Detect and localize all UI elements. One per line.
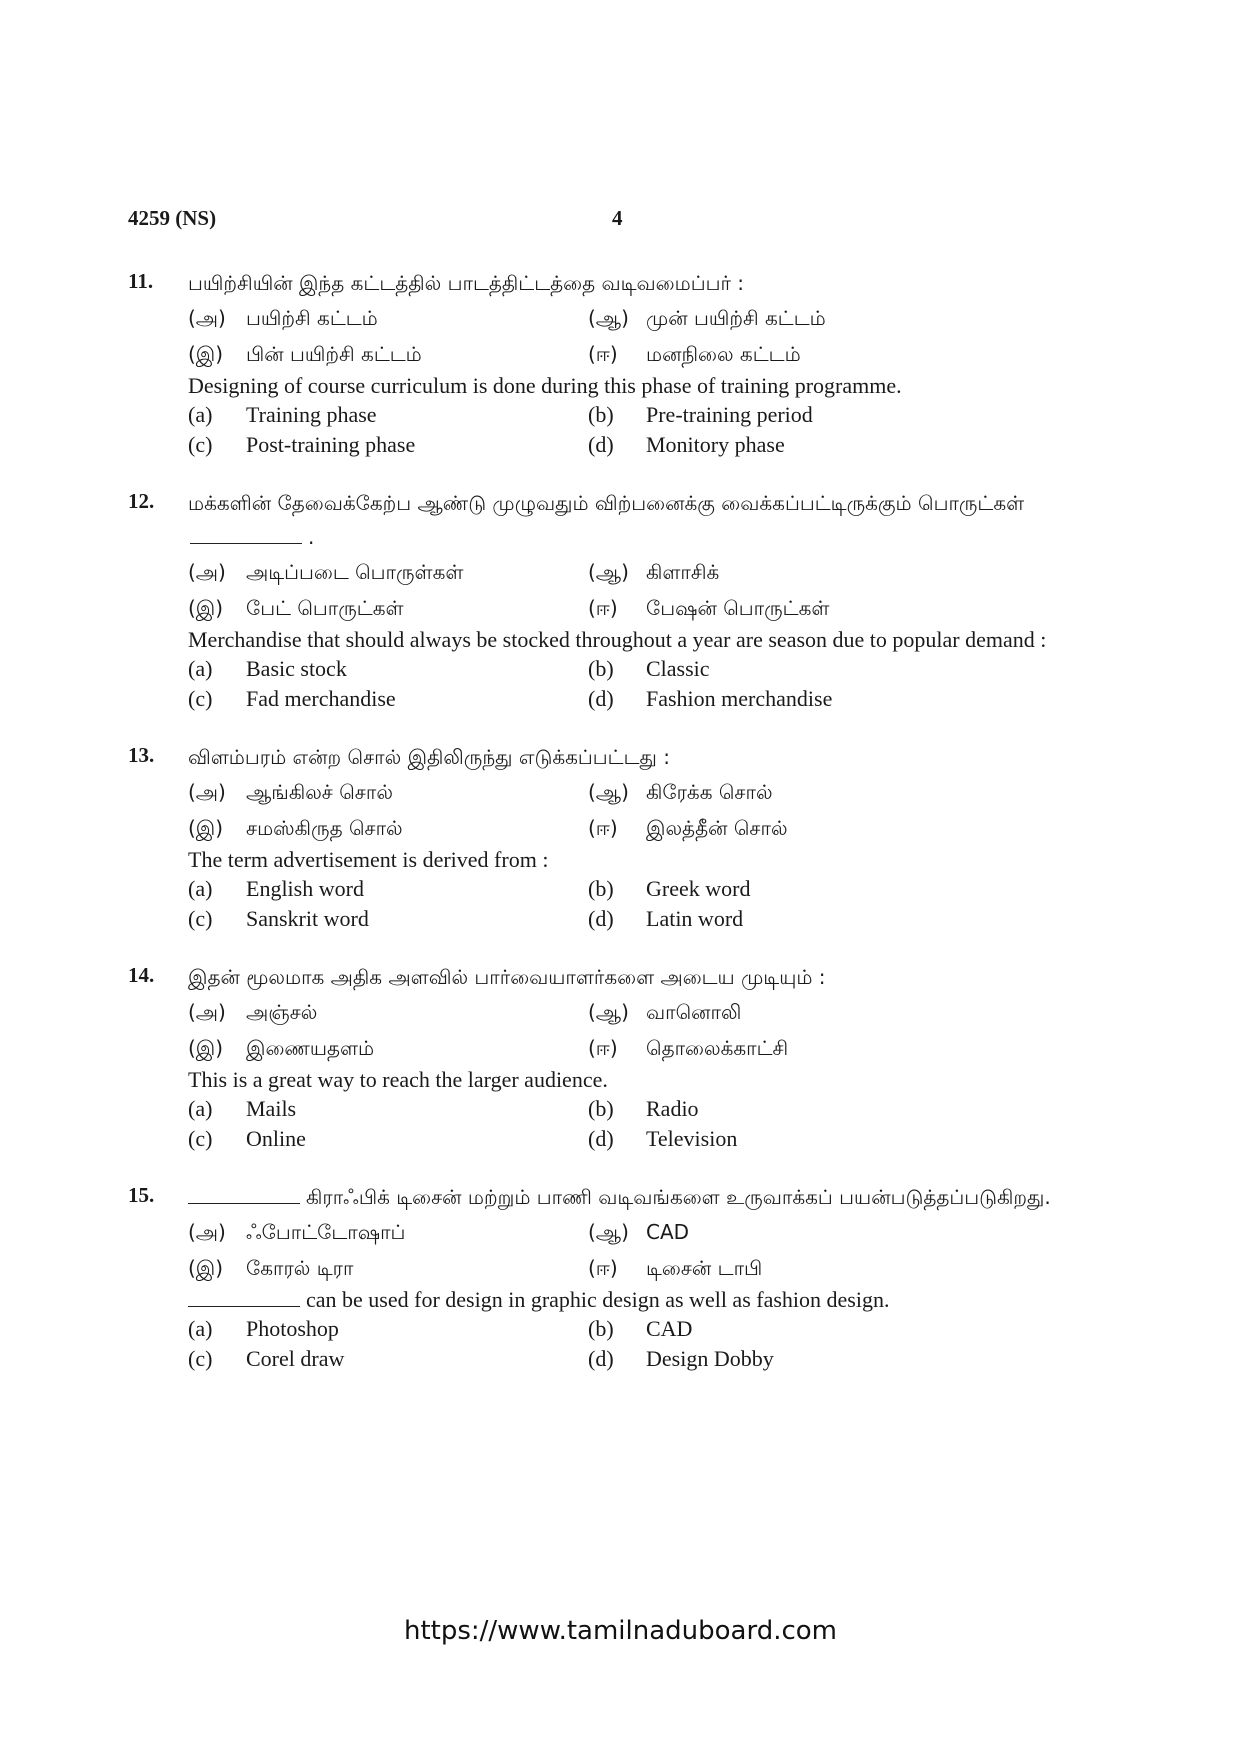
question-15 xyxy=(128,1180,1058,1374)
english-option: (b) CAD xyxy=(588,1316,693,1341)
question-number: 12. xyxy=(128,489,155,513)
answer-blank xyxy=(188,1305,300,1307)
english-option: (d) Latin word xyxy=(588,906,744,931)
tamil-option: (ஆ) CAD xyxy=(588,1220,690,1244)
tamil-option: (அ) பயிற்சி கட்டம் xyxy=(188,306,378,330)
english-option: (d) Television xyxy=(588,1126,738,1151)
question-number: 13. xyxy=(128,743,155,767)
tamil-question-text: இதன் மூலமாக அதிக அளவில் பார்வையாளர்களை அடைய முடியும் : xyxy=(188,965,826,989)
question-14 xyxy=(128,960,1058,1154)
english-option: (b) Radio xyxy=(588,1096,699,1121)
tamil-option: (இ) இணையதளம் xyxy=(188,1036,375,1060)
tamil-option: (அ) அஞ்சல் xyxy=(188,1000,318,1024)
tamil-option: (இ) பின் பயிற்சி கட்டம் xyxy=(188,342,422,366)
paper-code: 4259 (NS) xyxy=(128,206,217,230)
tamil-option: (ஈ) பேஷன் பொருட்கள் xyxy=(588,596,830,620)
question-number: 11. xyxy=(128,269,154,293)
tamil-option: (ஈ) டிசைன் டாபி xyxy=(588,1256,763,1280)
question-number: 15. xyxy=(128,1183,155,1207)
english-question-text: Merchandise that should always be stocked throughout a year are season due to popular demand : xyxy=(188,627,1047,652)
tamil-option: (இ) சமஸ்கிருத சொல் xyxy=(188,816,403,840)
english-option: (d) Design Dobby xyxy=(588,1346,774,1371)
tamil-option: (ஈ) இலத்தீன் சொல் xyxy=(588,816,788,840)
question-12 xyxy=(128,486,1058,714)
tamil-option: (இ) கோரல் டிரா xyxy=(188,1256,354,1280)
question-list xyxy=(128,266,1058,1400)
english-option: (a) Training phase xyxy=(188,402,377,427)
english-question-text: This is a great way to reach the larger audience. xyxy=(188,1067,608,1092)
tamil-option: (அ) அடிப்படை பொருள்கள் xyxy=(188,560,464,584)
tamil-question-text: மக்களின் தேவைக்கேற்ப ஆண்டு முழுவதும் விற்பனைக்கு வைக்கப்பட்டிருக்கும் பொருட்கள் . xyxy=(188,491,1025,549)
tamil-option: (அ) ஆங்கிலச் சொல் xyxy=(188,780,393,804)
question-13 xyxy=(128,740,1058,934)
english-option: (a) English word xyxy=(188,876,364,901)
tamil-option: (ஆ) கிரேக்க சொல் xyxy=(588,780,773,804)
english-option: (c) Corel draw xyxy=(188,1346,345,1371)
english-option: (c) Fad merchandise xyxy=(188,686,396,711)
page-number: 4 xyxy=(612,206,623,230)
english-option: (b) Classic xyxy=(588,656,710,681)
tamil-question-text: கிராஃபிக் டிசைன் மற்றும் பாணி வடிவங்களை உருவாக்கப் பயன்படுத்தப்படுகிறது. xyxy=(188,1180,1058,1214)
english-option: (b) Pre-training period xyxy=(588,402,813,427)
english-option: (c) Sanskrit word xyxy=(188,906,369,931)
english-question-text: The term advertisement is derived from : xyxy=(188,847,549,872)
english-question-text: Designing of course curriculum is done during this phase of training programme. xyxy=(188,373,902,398)
english-option: (c) Post-training phase xyxy=(188,432,416,457)
english-question-text: can be used for design in graphic design as well as fashion design. xyxy=(188,1286,1058,1314)
footer-url: https://www.tamilnaduboard.com xyxy=(403,1616,838,1646)
tamil-option: (இ) பேட் பொருட்கள் xyxy=(188,596,404,620)
answer-blank xyxy=(190,542,302,544)
english-option: (d) Fashion merchandise xyxy=(588,686,833,711)
tamil-question-text: பயிற்சியின் இந்த கட்டத்தில் பாடத்திட்டத்தை வடிவமைப்பர் : xyxy=(188,271,745,295)
tamil-option: (ஈ) மனநிலை கட்டம் xyxy=(588,342,801,366)
answer-blank xyxy=(188,1202,300,1204)
english-option: (d) Monitory phase xyxy=(588,432,785,457)
english-option: (b) Greek word xyxy=(588,876,751,901)
question-11 xyxy=(128,266,1058,460)
question-number: 14. xyxy=(128,963,155,987)
english-option: (a) Basic stock xyxy=(188,656,347,681)
tamil-option: (ஆ) முன் பயிற்சி கட்டம் xyxy=(588,306,826,330)
tamil-option: (ஆ) கிளாசிக் xyxy=(588,560,720,584)
tamil-option: (ஈ) தொலைக்காட்சி xyxy=(588,1036,789,1060)
tamil-option: (அ) ஃபோட்டோஷாப் xyxy=(188,1220,406,1244)
tamil-option: (ஆ) வானொலி xyxy=(588,1000,742,1024)
english-option: (c) Online xyxy=(188,1126,306,1151)
tamil-question-text: விளம்பரம் என்ற சொல் இதிலிருந்து எடுக்கப்பட்டது : xyxy=(188,745,670,769)
english-option: (a) Mails xyxy=(188,1096,297,1121)
english-option: (a) Photoshop xyxy=(188,1316,339,1341)
